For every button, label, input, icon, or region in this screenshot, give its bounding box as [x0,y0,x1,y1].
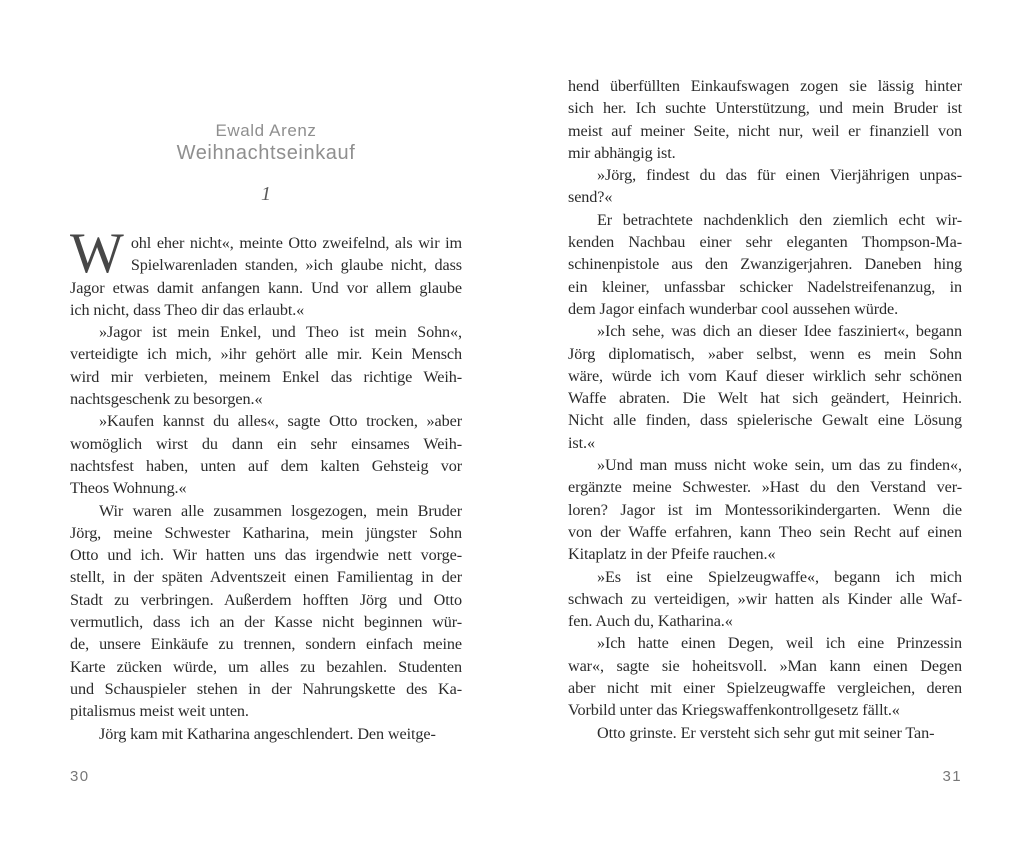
paragraph [568,320,962,454]
chapter-title: Weihnachtseinkauf [176,142,356,164]
paragraph [70,321,462,410]
text-line: sich her. Ich suchte Unterstützung, und mein Bruder ist [568,99,962,118]
text-line: »Ich hatte einen Degen, weil ich eine Prinzessin [597,634,962,653]
paragraph [568,566,962,633]
text-line: Karte zücken würde, um alles zu bezahlen. Studenten [70,657,462,676]
text-line: von der Waffe erfahren, kann Theo sein Recht auf einen [568,522,962,541]
text-line: verteidigte ich mich, »ihr gehört alle mir. Kein Mensch [70,345,462,364]
text-line: ist.« [568,433,595,452]
page-left-body-text [70,222,462,745]
chapter-author: Ewald Arenz [215,121,317,140]
text-line: Jörg kam mit Katharina angeschlendert. Den weitge- [99,724,436,743]
text-line: wird mir verbieten, meinem Enkel das richtige Weih- [70,367,462,386]
paragraph [568,164,962,209]
paragraph [568,454,962,565]
text-line: Nicht alle finden, dass spielerische Gewalt eine Lösung [568,411,962,430]
text-line: de, unsere Einkäufe zu trennen, sondern einfach meine [70,635,462,654]
paragraph [568,722,962,744]
text-line: loren? Jagor ist im Montessorikindergarten. Wenn die [568,500,962,519]
text-line: meist auf meiner Seite, nicht nur, weil er finanziell von [568,121,962,140]
text-line: schwach zu verteidigen, »wir hatten als Kinder alle Waf- [568,589,962,608]
text-line: Jagor etwas damit anfangen kann. Und vor allem glaube [70,278,462,297]
text-line: pitalismus meist weit unten. [70,702,249,721]
text-line: »Und man muss nicht woke sein, um das zu finden«, [597,456,962,475]
text-line: womöglich wirst du dann ein sehr einsames Weih- [70,434,462,453]
paragraph [70,500,462,723]
paragraph [70,723,462,745]
text-line: vermutlich, dass ich an der Kasse nicht beginnen wür- [70,613,462,632]
text-line: ohl eher nicht«, meinte Otto zweifelnd, als wir im [130,234,462,252]
text-line: Otto grinste. Er versteht sich sehr gut mit seiner Tan- [597,723,935,742]
drop-cap-letter: W [70,222,124,285]
paragraph [70,222,462,321]
text-line: nachtsfest haben, unten auf dem kalten Gehsteig vor [70,456,462,475]
text-line: mir abhängig ist. [568,143,676,162]
text-line: send?« [568,188,613,207]
text-line: und Schauspieler stehen in der Nahrungskette des Ka- [70,679,462,698]
text-line: Kitaplatz in der Pfeife rauchen.« [568,545,776,564]
chapter-heading [70,120,462,165]
text-line: schinenpistole aus den Zwanzigerjahren. Daneben hing [568,255,962,274]
text-line: Otto und ich. Wir hatten uns das irgendwie nett vorge- [70,546,462,565]
paragraph [70,410,462,499]
text-line: »Jagor ist mein Enkel, und Theo ist mein Sohn«, [99,323,462,342]
text-line: aber nicht mit einer Spielzeugwaffe vergleichen, deren [568,679,962,698]
page-right-body-text [568,75,962,744]
text-line: Stadt zu verbringen. Außerdem hofften Jörg und Otto [70,590,462,609]
text-line: ergänzte meine Schwester. »Hast du den Verstand ver- [568,478,962,497]
text-line: »Ich sehe, was dich an dieser Idee fasziniert«, begann [597,322,962,341]
text-line: ich nicht, dass Theo dir das erlaubt.« [70,300,305,319]
text-line: »Jörg, findest du das für einen Vierjährigen unpas- [597,166,962,185]
text-line: Waffe abraten. Die Welt hat sich geändert, Heinrich. [568,389,962,408]
text-line: Jörg, meine Schwester Katharina, mein jüngster Sohn [70,523,462,542]
text-line: »Kaufen kannst du alles«, sagte Otto trocken, »aber [99,412,462,431]
text-line: hend überfüllten Einkaufswagen zogen sie lässig hinter [568,77,962,95]
text-line: Er betrachtete nachdenklich den ziemlich echt wir- [597,210,962,229]
text-line: war«, sagte sie hoheitsvoll. »Man kann einen Degen [568,656,962,675]
paragraph [568,209,962,320]
text-line: Vorbild unter das Kriegswaffenkontrollgesetz fällt.« [568,701,900,720]
page-number-left: 30 [70,768,90,785]
text-line: Theos Wohnung.« [70,479,187,498]
page-number-right: 31 [942,768,962,785]
text-line: Spielwarenladen standen, »ich glaube nicht, dass [130,256,462,275]
text-line: dem Jagor einfach wunderbar cool aussehen würde. [568,299,899,318]
text-line: kenden Nachbau einer sehr eleganten Thompson-Ma- [568,233,962,252]
text-line: stellt, in der späten Adventszeit einen Familientag in der [70,568,462,587]
text-line: nachtsgeschenk zu besorgen.« [70,390,263,409]
text-line: fen. Auch du, Katharina.« [568,612,733,631]
text-line: Jörg diplomatisch, »aber selbst, wenn es mein Sohn [568,344,962,363]
paragraph [568,632,962,721]
chapter-number: 1 [261,183,271,205]
paragraph [568,75,962,164]
text-line: wäre, würde ich vom Kauf dieser wirklich sehr schönen [568,366,962,385]
text-line: ein kleiner, unfassbar schicker Nadelstreifenanzug, in [568,277,962,296]
text-line: Wir waren alle zusammen losgezogen, mein Bruder [99,501,462,520]
text-line: »Es ist eine Spielzeugwaffe«, begann ich mich [597,567,962,586]
